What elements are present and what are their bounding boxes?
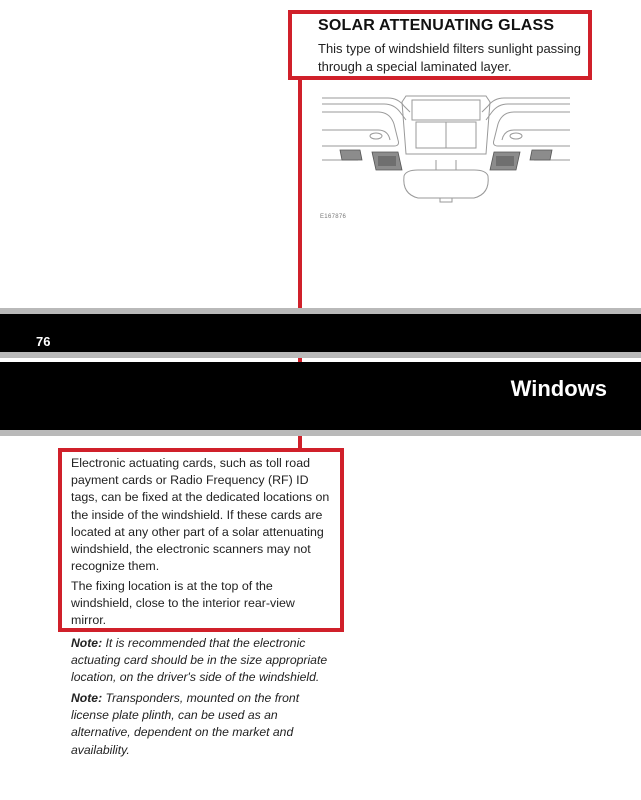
note-text: Transponders, mounted on the front license plate plinth, can be used as an alternative, dependent on the market and availability. [71,691,300,757]
section-body: This type of windshield filters sunlight passing through a special laminated layer. [318,41,582,74]
windshield-interior-illustration [318,90,574,208]
page-number-band [0,308,641,358]
figure-code: E167876 [320,214,347,220]
section-title: SOLAR ATTENUATING GLASS [318,17,555,34]
chapter-title: Windows [510,376,607,401]
note-transponders [71,690,333,759]
paragraph-actuating-cards: Electronic actuating cards, such as toll road payment cards or Radio Frequency (RF) ID tags, can be fixed at the dedicated locations on the inside of the windshield. If these cards are located at any other part of a solar attenuating windshield, the electronic scanners may not recognize them. [71,456,330,574]
note-card-size [71,635,333,687]
paragraph-fixing-location: The fixing location is at the top of the windshield, close to the interior rear-view mirror. [71,579,295,628]
note-label: Note: [71,636,103,650]
note-label: Note: [71,691,103,705]
page-number: 76 [36,334,51,349]
note-text: It is recommended that the electronic actuating card should be in the size appropriate location, on the driver's side of the windshield. [71,636,328,685]
